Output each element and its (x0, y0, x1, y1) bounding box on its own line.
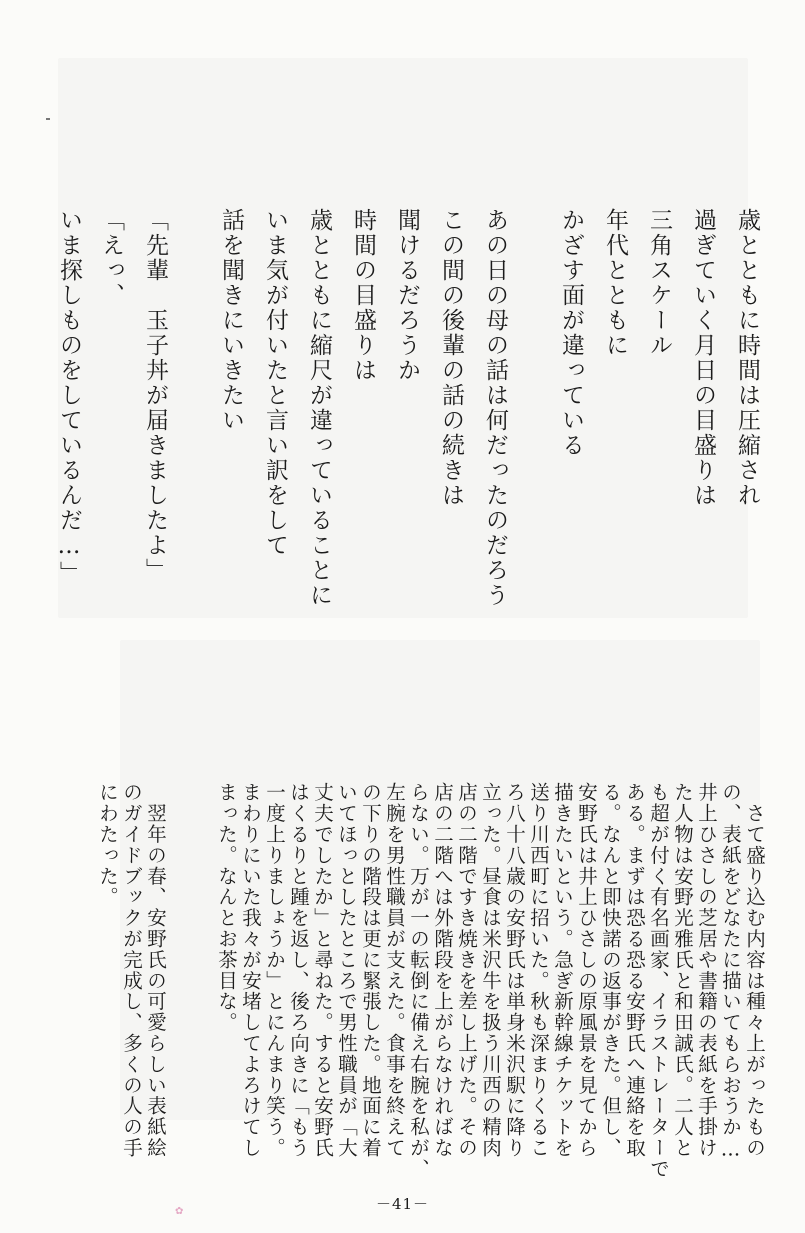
prose-line: 送り川西町に招いた。秋も深まりくるこ (527, 782, 550, 1159)
prose-line: の下りの階段は更に緊張した。地面に着 (359, 782, 382, 1159)
poem-line: 話を聞きにいきたい (218, 208, 244, 433)
page-number: －41－ (375, 1195, 430, 1213)
poem-line: 歳とともに時間は圧縮され (734, 208, 760, 508)
prose-line: まった。なんとお茶目な。 (215, 782, 238, 1033)
prose-line: 店の二階ですき焼きを差し上げた。その (455, 782, 478, 1159)
poem-line: いま気が付いたと言い訳をして (262, 208, 288, 558)
poem-line: あの日の母の話は何だったのだろう (482, 208, 508, 608)
prose-line: にわたった。 (96, 782, 119, 908)
flower-mark-icon: ✿ (175, 1206, 184, 1217)
prose-line: ある。まずは恐る恐る安野氏へ連絡を取 (623, 782, 646, 1159)
prose-line: ろ八十八歳の安野氏は単身米沢駅に降り (503, 782, 526, 1159)
prose-line: 安野氏は井上ひさしの原風景を見てから (575, 782, 598, 1159)
prose-line: 左腕を男性職員が支えた。食事を終えて (383, 782, 406, 1159)
poem-line: この間の後輩の話の続きは (438, 208, 464, 508)
poem-line: 年代とともに (602, 208, 628, 358)
poem-line: 「先輩 玉子丼が届きましたよ」 (142, 208, 168, 583)
prose-line: も超が付く有名画家、イラストレーターで (647, 782, 670, 1180)
prose-line: 描きたいという。急ぎ新幹線チケットを (551, 782, 574, 1159)
prose-line: らない。万が一の転倒に備え右腕を私が、 (407, 782, 430, 1180)
poem-line: 時間の目盛りは (350, 208, 376, 383)
prose-line: いてほっとしたところで男性職員が「大 (335, 782, 358, 1159)
poem-line: 「えっ、 (98, 208, 124, 308)
prose-line: 一度上りましょうか」とにんまり笑う。 (263, 782, 286, 1159)
poem-line: いま探しものをしているんだ…」 (56, 208, 82, 586)
poem-line: 過ぎていく月日の目盛りは (690, 208, 716, 508)
prose-line: まわりにいた我々が安堵してよろけてし (239, 782, 262, 1159)
poem-line: 三角スケール (646, 208, 672, 358)
prose-line: る。なんと即快諾の返事がきた。但し、 (599, 782, 622, 1159)
prose-line: の、表紙をどなたに描いてもらおうか… (719, 782, 742, 1162)
prose-line: 立った。昼食は米沢牛を扱う川西の精肉 (479, 782, 502, 1159)
stray-mark (46, 118, 50, 120)
prose-line: 翌年の春、安野氏の可愛らしい表紙絵 (144, 782, 167, 1159)
poem-line: 歳とともに縮尺が違っていることに (306, 208, 332, 608)
poem-line: かざす面が違っている (558, 208, 584, 458)
prose-line: た人物は安野光雅氏と和田誠氏。二人と (671, 782, 694, 1159)
poem-line: 聞けるだろうか (394, 208, 420, 383)
prose-line: 店の二階へは外階段を上がらなければな (431, 782, 454, 1159)
prose-line: のガイドブックが完成し、多くの人の手 (120, 782, 143, 1159)
prose-line: 丈夫でしたか」と尋ねた。すると安野氏 (311, 782, 334, 1159)
prose-line: 井上ひさしの芝居や書籍の表紙を手掛け (695, 782, 718, 1159)
prose-line: はくるりと踵を返し、後ろ向きに「もう (287, 782, 310, 1159)
prose-line: さて盛り込む内容は種々上がったもの (743, 782, 766, 1159)
